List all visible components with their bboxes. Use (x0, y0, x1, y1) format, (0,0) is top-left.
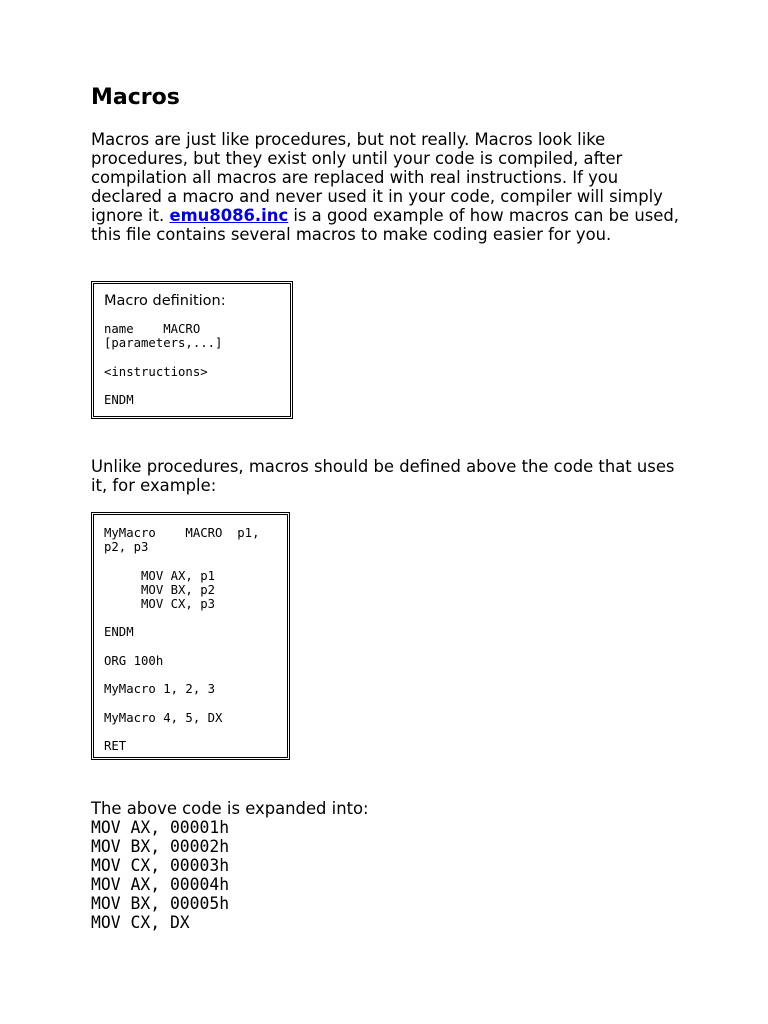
macro-definition-caption: Macro definition: (104, 293, 226, 309)
example-intro-paragraph: Unlike procedures, macros should be defined above the code that uses it, for example: (91, 457, 675, 495)
emu8086-inc-link[interactable]: emu8086.inc (169, 206, 289, 225)
macro-definition-code: name MACRO [parameters,...] <instructions> ENDM (104, 322, 223, 408)
macro-example-code: MyMacro MACRO p1, p2, p3 MOV AX, p1 MOV BX, p2 MOV CX, p3 ENDM ORG 100h MyMacro 1, 2, 3 MyMacro 4, 5, DX RET (104, 526, 260, 754)
expanded-intro-paragraph: The above code is expanded into: (91, 799, 369, 818)
expanded-code: MOV AX, 00001h MOV BX, 00002h MOV CX, 00003h MOV AX, 00004h MOV BX, 00005h MOV CX, DX (91, 818, 230, 932)
page-title: Macros (91, 85, 180, 110)
intro-text-after: is a good example of how macros can be used, this file contains several macros to make coding easier for you. (91, 206, 679, 244)
macro-definition-box (91, 281, 293, 419)
intro-text-before: Macros are just like procedures, but not really. Macros look like procedures, but they exist only until your code is compiled, after compilation all macros are replaced with real instructions. If you declared a macro and never used it in your code, compiler will simply ignore it. (91, 130, 663, 225)
macro-example-box (91, 512, 290, 760)
intro-paragraph (91, 130, 681, 244)
